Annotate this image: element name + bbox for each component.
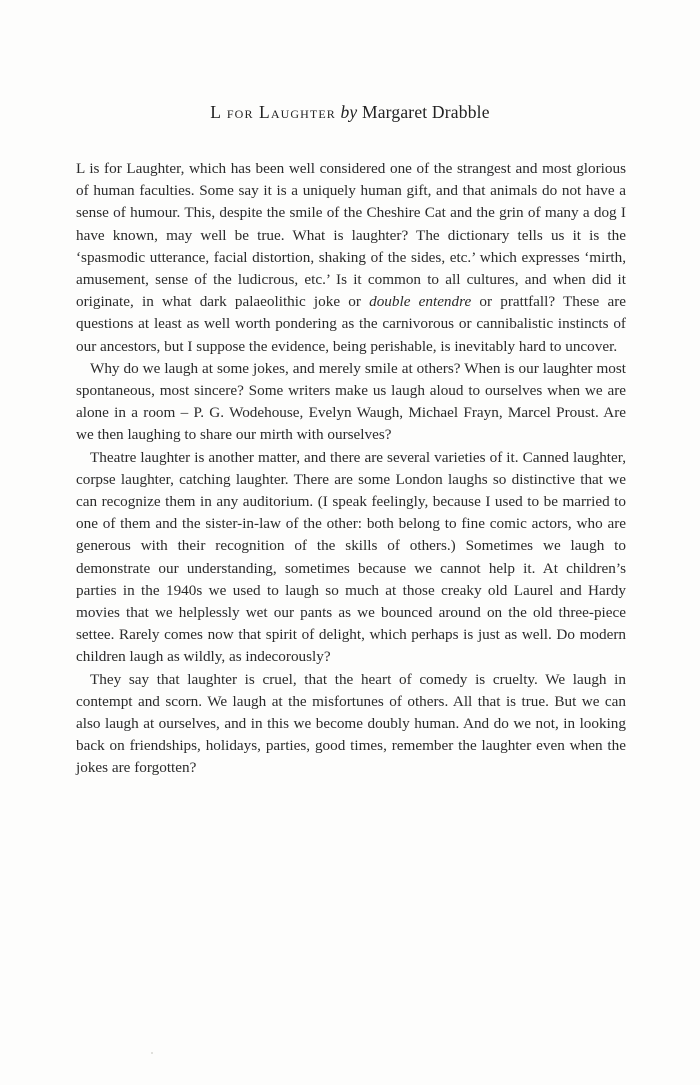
paper-speck	[151, 1052, 153, 1054]
title-text: L for Laughter	[210, 102, 336, 122]
paragraph-1-italic: double entendre	[369, 293, 472, 311]
essay-title	[0, 101, 700, 123]
paragraph-1-part-a: L is for Laughter, which has been well considered one of the strangest and most glorious of human faculties. Some say it is a uniquely human gift, and that animals do not have a sense of humour. This, despite the smile of the Cheshire Cat and the grin of many a dog I have known, may well be true. What is laughter? The dictionary tells us it is the ‘spasmodic utterance, facial distortion, shaking of the sides, etc.’ which expresses ‘mirth, amusement, sense of the ludicrous, etc.’ Is it common to all cultures, and when did it originate, in what dark palaeolithic joke or	[76, 160, 626, 311]
paragraph-1	[76, 158, 626, 358]
paragraph-4: They say that laughter is cruel, that the heart of comedy is cruelty. We laugh in contempt and scorn. We laugh at the misfortunes of others. All that is true. But we can also laugh at ourselves, and in this we become doubly human. And do we not, in looking back on friendships, holidays, parties, good times, remember the laughter even when the jokes are forgotten?	[76, 670, 626, 777]
title-by: by	[340, 102, 358, 122]
author-name: Margaret Drabble	[361, 102, 490, 122]
essay-body	[76, 158, 626, 780]
paragraph-1-part-b: or prattfall? These are questions at least as well worth pondering as the carnivorous or cannibalistic instincts of our ancestors, but I suppose the evidence, being perishable, is inevitably hard to uncover.	[76, 293, 626, 355]
paragraph-2: Why do we laugh at some jokes, and merely smile at others? When is our laughter most spontaneous, most sincere? Some writers make us laugh aloud to ourselves when we are alone in a room – P. G. Wodehouse, Evelyn Waugh, Michael Frayn, Marcel Proust. Are we then laughing to share our mirth with ourselves?	[76, 359, 626, 444]
paragraph-3: Theatre laughter is another matter, and there are several varieties of it. Canned laughter, corpse laughter, catching laughter. There are some London laughs so distinctive that we can recognize them in any auditorium. (I speak feelingly, because I used to be married to one of them and the sister-in-law of the other: both belong to fine comic actors, who are generous with their recognition of the skills of others.) Sometimes we laugh to demonstrate our understanding, sometimes because we cannot help it. At children’s parties in the 1940s we used to laugh so much at those creaky old Laurel and Hardy movies that we helplessly wet our pants as we bounced around on the old three-piece settee. Rarely comes now that spirit of delight, which perhaps is just as well. Do modern children laugh as wildly, as indecorously?	[76, 448, 626, 666]
